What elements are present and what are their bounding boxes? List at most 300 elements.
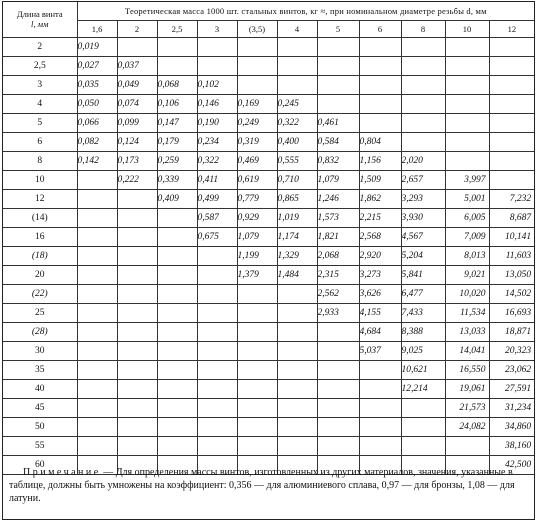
empty-cell xyxy=(445,151,489,170)
empty-cell xyxy=(401,56,445,75)
mass-value-cell: 5,037 xyxy=(359,341,401,360)
mass-value-cell: 1,509 xyxy=(359,170,401,189)
empty-cell xyxy=(77,341,117,360)
mass-value-cell: 5,001 xyxy=(445,189,489,208)
empty-cell xyxy=(359,379,401,398)
empty-cell xyxy=(157,265,197,284)
length-header-unit: l, мм xyxy=(31,19,49,30)
mass-value-cell: 20,323 xyxy=(489,341,534,360)
diameter-header-cell: 2 xyxy=(117,20,157,37)
diameter-header-cell: 3 xyxy=(197,20,237,37)
table-body xyxy=(3,37,534,474)
screw-length-cell: 25 xyxy=(3,303,77,322)
mass-value-cell: 8,013 xyxy=(445,246,489,265)
mass-value-cell: 1,329 xyxy=(277,246,317,265)
mass-value-cell: 0,190 xyxy=(197,113,237,132)
empty-cell xyxy=(77,436,117,455)
mass-value-cell: 0,066 xyxy=(77,113,117,132)
empty-cell xyxy=(157,246,197,265)
empty-cell xyxy=(197,56,237,75)
empty-cell xyxy=(157,436,197,455)
empty-cell xyxy=(157,398,197,417)
mass-value-cell: 5,204 xyxy=(401,246,445,265)
empty-cell xyxy=(197,398,237,417)
empty-cell xyxy=(197,322,237,341)
mass-value-cell: 1,079 xyxy=(317,170,359,189)
mass-value-cell: 38,160 xyxy=(489,436,534,455)
mass-value-cell: 2,068 xyxy=(317,246,359,265)
empty-cell xyxy=(445,132,489,151)
length-column-header xyxy=(3,2,77,37)
mass-value-cell: 1,019 xyxy=(277,208,317,227)
empty-cell xyxy=(197,37,237,56)
screw-length-cell: (18) xyxy=(3,246,77,265)
mass-value-cell: 1,156 xyxy=(359,151,401,170)
empty-cell xyxy=(117,246,157,265)
mass-value-cell: 1,379 xyxy=(237,265,277,284)
table-row xyxy=(3,56,534,75)
mass-value-cell: 9,021 xyxy=(445,265,489,284)
empty-cell xyxy=(317,341,359,360)
empty-cell xyxy=(157,360,197,379)
empty-cell xyxy=(237,303,277,322)
empty-cell xyxy=(359,75,401,94)
empty-cell xyxy=(77,265,117,284)
mass-value-cell: 2,933 xyxy=(317,303,359,322)
mass-value-cell: 2,215 xyxy=(359,208,401,227)
mass-value-cell: 0,068 xyxy=(157,75,197,94)
mass-value-cell: 0,587 xyxy=(197,208,237,227)
empty-cell xyxy=(117,360,157,379)
table-row xyxy=(3,151,534,170)
empty-cell xyxy=(157,341,197,360)
mass-value-cell: 0,074 xyxy=(117,94,157,113)
empty-cell xyxy=(197,436,237,455)
mass-value-cell: 0,106 xyxy=(157,94,197,113)
empty-cell xyxy=(277,436,317,455)
screw-length-cell: (14) xyxy=(3,208,77,227)
mass-value-cell: 7,232 xyxy=(489,189,534,208)
empty-cell xyxy=(157,208,197,227)
empty-cell xyxy=(77,398,117,417)
screw-mass-table-page xyxy=(2,1,535,520)
empty-cell xyxy=(359,398,401,417)
mass-value-cell: 9,025 xyxy=(401,341,445,360)
mass-value-cell: 1,174 xyxy=(277,227,317,246)
empty-cell xyxy=(237,56,277,75)
table-row xyxy=(3,227,534,246)
screw-length-cell: (22) xyxy=(3,284,77,303)
empty-cell xyxy=(117,322,157,341)
mass-value-cell: 0,102 xyxy=(197,75,237,94)
screw-length-cell: 40 xyxy=(3,379,77,398)
empty-cell xyxy=(157,284,197,303)
empty-cell xyxy=(77,360,117,379)
empty-cell xyxy=(237,284,277,303)
screw-length-cell: 35 xyxy=(3,360,77,379)
mass-value-cell: 4,155 xyxy=(359,303,401,322)
empty-cell xyxy=(77,379,117,398)
mass-column-header: Теоретическая масса 1000 шт. стальных винтов, кг ≈, при номинальном диаметре резьбы d, мм xyxy=(77,2,534,20)
empty-cell xyxy=(117,436,157,455)
empty-cell xyxy=(237,75,277,94)
mass-value-cell: 0,319 xyxy=(237,132,277,151)
empty-cell xyxy=(117,265,157,284)
mass-value-cell: 3,626 xyxy=(359,284,401,303)
mass-value-cell: 8,687 xyxy=(489,208,534,227)
empty-cell xyxy=(277,303,317,322)
mass-value-cell: 0,249 xyxy=(237,113,277,132)
empty-cell xyxy=(401,132,445,151)
mass-value-cell: 0,019 xyxy=(77,37,117,56)
empty-cell xyxy=(237,417,277,436)
empty-cell xyxy=(197,341,237,360)
empty-cell xyxy=(237,37,277,56)
empty-cell xyxy=(489,170,534,189)
empty-cell xyxy=(117,303,157,322)
mass-value-cell: 3,997 xyxy=(445,170,489,189)
mass-value-cell: 4,684 xyxy=(359,322,401,341)
diameter-header-cell: 2,5 xyxy=(157,20,197,37)
empty-cell xyxy=(197,265,237,284)
empty-cell xyxy=(401,113,445,132)
mass-value-cell: 2,568 xyxy=(359,227,401,246)
empty-cell xyxy=(489,94,534,113)
diameter-header-cell: 12 xyxy=(489,20,534,37)
mass-value-cell: 0,049 xyxy=(117,75,157,94)
empty-cell xyxy=(157,303,197,322)
mass-value-cell: 1,862 xyxy=(359,189,401,208)
empty-cell xyxy=(117,379,157,398)
mass-value-cell: 0,779 xyxy=(237,189,277,208)
mass-value-cell: 0,499 xyxy=(197,189,237,208)
empty-cell xyxy=(317,436,359,455)
empty-cell xyxy=(77,246,117,265)
mass-value-cell: 0,169 xyxy=(237,94,277,113)
empty-cell xyxy=(317,417,359,436)
diameter-header-cell: 8 xyxy=(401,20,445,37)
screw-length-cell: 20 xyxy=(3,265,77,284)
empty-cell xyxy=(237,341,277,360)
mass-value-cell: 27,591 xyxy=(489,379,534,398)
mass-value-cell: 0,804 xyxy=(359,132,401,151)
mass-value-cell: 10,020 xyxy=(445,284,489,303)
table-row xyxy=(3,132,534,151)
mass-value-cell: 0,832 xyxy=(317,151,359,170)
empty-cell xyxy=(489,151,534,170)
diameter-header-row xyxy=(3,20,534,37)
empty-cell xyxy=(237,436,277,455)
mass-value-cell: 23,062 xyxy=(489,360,534,379)
mass-value-cell: 14,041 xyxy=(445,341,489,360)
empty-cell xyxy=(277,398,317,417)
mass-value-cell: 14,502 xyxy=(489,284,534,303)
empty-cell xyxy=(237,360,277,379)
length-header-title: Длина винта xyxy=(16,9,63,20)
screw-length-cell: 5 xyxy=(3,113,77,132)
mass-value-cell: 0,339 xyxy=(157,170,197,189)
table-row xyxy=(3,322,534,341)
table-row xyxy=(3,37,534,56)
mass-value-cell: 2,657 xyxy=(401,170,445,189)
table-row xyxy=(3,398,534,417)
empty-cell xyxy=(237,398,277,417)
empty-cell xyxy=(401,398,445,417)
table-row xyxy=(3,246,534,265)
mass-value-cell: 2,020 xyxy=(401,151,445,170)
mass-value-cell: 8,388 xyxy=(401,322,445,341)
screw-length-cell: 3 xyxy=(3,75,77,94)
empty-cell xyxy=(317,37,359,56)
mass-value-cell: 18,871 xyxy=(489,322,534,341)
mass-value-cell: 7,009 xyxy=(445,227,489,246)
empty-cell xyxy=(445,75,489,94)
mass-value-cell: 7,433 xyxy=(401,303,445,322)
table-row xyxy=(3,303,534,322)
empty-cell xyxy=(77,417,117,436)
empty-cell xyxy=(317,94,359,113)
empty-cell xyxy=(277,322,317,341)
mass-value-cell: 0,245 xyxy=(277,94,317,113)
diameter-header-cell: 6 xyxy=(359,20,401,37)
mass-value-cell: 0,035 xyxy=(77,75,117,94)
screw-length-cell: 50 xyxy=(3,417,77,436)
empty-cell xyxy=(277,75,317,94)
mass-value-cell: 1,573 xyxy=(317,208,359,227)
diameter-header-cell: (3,5) xyxy=(237,20,277,37)
screw-mass-table xyxy=(3,2,534,475)
screw-length-cell: 30 xyxy=(3,341,77,360)
empty-cell xyxy=(359,94,401,113)
table-row xyxy=(3,94,534,113)
mass-value-cell: 0,124 xyxy=(117,132,157,151)
empty-cell xyxy=(117,398,157,417)
mass-value-cell: 1,484 xyxy=(277,265,317,284)
table-row xyxy=(3,436,534,455)
empty-cell xyxy=(157,56,197,75)
empty-cell xyxy=(277,284,317,303)
empty-cell xyxy=(401,75,445,94)
empty-cell xyxy=(277,56,317,75)
empty-cell xyxy=(277,341,317,360)
empty-cell xyxy=(445,37,489,56)
empty-cell xyxy=(197,417,237,436)
screw-length-cell: 55 xyxy=(3,436,77,455)
note-text: — Для определения массы винтов, изготовленных из других материалов, значения, указанные в таблице, должны быть умножены на коэффициент: 0,356 — для алюминиевого сплава, 0,97 — для бронзы, 1,08 — для латуни. xyxy=(9,467,515,504)
diameter-header-cell: 1,6 xyxy=(77,20,117,37)
mass-value-cell: 10,141 xyxy=(489,227,534,246)
empty-cell xyxy=(117,208,157,227)
mass-value-cell: 19,061 xyxy=(445,379,489,398)
mass-value-cell: 10,621 xyxy=(401,360,445,379)
empty-cell xyxy=(359,360,401,379)
mass-value-cell: 34,860 xyxy=(489,417,534,436)
mass-value-cell: 0,411 xyxy=(197,170,237,189)
empty-cell xyxy=(157,322,197,341)
empty-cell xyxy=(317,360,359,379)
screw-length-cell: 4 xyxy=(3,94,77,113)
mass-value-cell: 0,082 xyxy=(77,132,117,151)
empty-cell xyxy=(157,227,197,246)
empty-cell xyxy=(317,56,359,75)
mass-value-cell: 0,469 xyxy=(237,151,277,170)
mass-value-cell: 0,865 xyxy=(277,189,317,208)
empty-cell xyxy=(77,284,117,303)
empty-cell xyxy=(489,37,534,56)
empty-cell xyxy=(117,227,157,246)
empty-cell xyxy=(317,75,359,94)
mass-value-cell: 1,079 xyxy=(237,227,277,246)
mass-value-cell: 42,500 xyxy=(489,455,534,474)
empty-cell xyxy=(197,246,237,265)
mass-value-cell: 0,027 xyxy=(77,56,117,75)
diameter-header-cell: 5 xyxy=(317,20,359,37)
empty-cell xyxy=(401,37,445,56)
note-label: Примечание xyxy=(23,467,101,478)
empty-cell xyxy=(237,322,277,341)
empty-cell xyxy=(157,37,197,56)
empty-cell xyxy=(117,37,157,56)
mass-value-cell: 0,173 xyxy=(117,151,157,170)
mass-value-cell: 24,082 xyxy=(445,417,489,436)
empty-cell xyxy=(117,284,157,303)
mass-value-cell: 0,929 xyxy=(237,208,277,227)
empty-cell xyxy=(77,322,117,341)
empty-cell xyxy=(117,417,157,436)
mass-value-cell: 0,179 xyxy=(157,132,197,151)
empty-cell xyxy=(77,189,117,208)
mass-value-cell: 13,033 xyxy=(445,322,489,341)
empty-cell xyxy=(489,132,534,151)
empty-cell xyxy=(359,37,401,56)
mass-value-cell: 5,841 xyxy=(401,265,445,284)
empty-cell xyxy=(359,436,401,455)
empty-cell xyxy=(489,56,534,75)
empty-cell xyxy=(117,189,157,208)
mass-value-cell: 6,005 xyxy=(445,208,489,227)
mass-value-cell: 0,147 xyxy=(157,113,197,132)
mass-value-cell: 2,562 xyxy=(317,284,359,303)
table-row xyxy=(3,360,534,379)
screw-length-cell: 10 xyxy=(3,170,77,189)
mass-value-cell: 0,146 xyxy=(197,94,237,113)
screw-length-cell: 16 xyxy=(3,227,77,246)
empty-cell xyxy=(445,436,489,455)
table-row xyxy=(3,75,534,94)
mass-value-cell: 1,821 xyxy=(317,227,359,246)
mass-value-cell: 2,315 xyxy=(317,265,359,284)
mass-value-cell: 0,409 xyxy=(157,189,197,208)
table-row xyxy=(3,113,534,132)
empty-cell xyxy=(117,341,157,360)
table-row xyxy=(3,265,534,284)
screw-length-cell: (28) xyxy=(3,322,77,341)
empty-cell xyxy=(277,379,317,398)
empty-cell xyxy=(445,94,489,113)
diameter-header-cell: 10 xyxy=(445,20,489,37)
table-note xyxy=(9,466,532,505)
mass-value-cell: 0,037 xyxy=(117,56,157,75)
mass-value-cell: 0,675 xyxy=(197,227,237,246)
empty-cell xyxy=(277,37,317,56)
empty-cell xyxy=(317,398,359,417)
mass-value-cell: 0,400 xyxy=(277,132,317,151)
mass-value-cell: 0,050 xyxy=(77,94,117,113)
mass-value-cell: 1,246 xyxy=(317,189,359,208)
mass-value-cell: 0,099 xyxy=(117,113,157,132)
mass-value-cell: 12,214 xyxy=(401,379,445,398)
empty-cell xyxy=(445,113,489,132)
screw-length-cell: 2 xyxy=(3,37,77,56)
empty-cell xyxy=(317,322,359,341)
mass-value-cell: 0,234 xyxy=(197,132,237,151)
table-row xyxy=(3,417,534,436)
mass-value-cell: 6,477 xyxy=(401,284,445,303)
empty-cell xyxy=(197,284,237,303)
empty-cell xyxy=(401,436,445,455)
empty-cell xyxy=(489,75,534,94)
empty-cell xyxy=(445,56,489,75)
empty-cell xyxy=(489,113,534,132)
mass-value-cell: 31,234 xyxy=(489,398,534,417)
mass-value-cell: 0,259 xyxy=(157,151,197,170)
mass-value-cell: 0,142 xyxy=(77,151,117,170)
empty-cell xyxy=(197,303,237,322)
mass-value-cell: 4,567 xyxy=(401,227,445,246)
mass-value-cell: 3,293 xyxy=(401,189,445,208)
empty-cell xyxy=(77,303,117,322)
empty-cell xyxy=(77,227,117,246)
table-row xyxy=(3,379,534,398)
mass-value-cell: 0,555 xyxy=(277,151,317,170)
mass-value-cell: 16,550 xyxy=(445,360,489,379)
mass-value-cell: 11,534 xyxy=(445,303,489,322)
table-row xyxy=(3,170,534,189)
empty-cell xyxy=(359,56,401,75)
mass-value-cell: 3,273 xyxy=(359,265,401,284)
empty-cell xyxy=(359,113,401,132)
empty-cell xyxy=(359,417,401,436)
empty-cell xyxy=(157,379,197,398)
mass-value-cell: 0,322 xyxy=(277,113,317,132)
empty-cell xyxy=(237,379,277,398)
mass-value-cell: 0,222 xyxy=(117,170,157,189)
mass-value-cell: 0,584 xyxy=(317,132,359,151)
empty-cell xyxy=(77,208,117,227)
table-row xyxy=(3,341,534,360)
screw-length-cell: 12 xyxy=(3,189,77,208)
empty-cell xyxy=(277,360,317,379)
empty-cell xyxy=(317,379,359,398)
diameter-header-cell: 4 xyxy=(277,20,317,37)
mass-value-cell: 13,050 xyxy=(489,265,534,284)
mass-value-cell: 0,322 xyxy=(197,151,237,170)
empty-cell xyxy=(197,360,237,379)
screw-length-cell: 2,5 xyxy=(3,56,77,75)
mass-value-cell: 3,930 xyxy=(401,208,445,227)
table-row xyxy=(3,284,534,303)
table-row xyxy=(3,189,534,208)
mass-value-cell: 21,573 xyxy=(445,398,489,417)
mass-value-cell: 11,603 xyxy=(489,246,534,265)
screw-length-cell: 6 xyxy=(3,132,77,151)
mass-value-cell: 0,710 xyxy=(277,170,317,189)
mass-value-cell: 0,461 xyxy=(317,113,359,132)
screw-length-cell: 8 xyxy=(3,151,77,170)
screw-length-cell: 45 xyxy=(3,398,77,417)
table-row xyxy=(3,208,534,227)
empty-cell xyxy=(277,417,317,436)
